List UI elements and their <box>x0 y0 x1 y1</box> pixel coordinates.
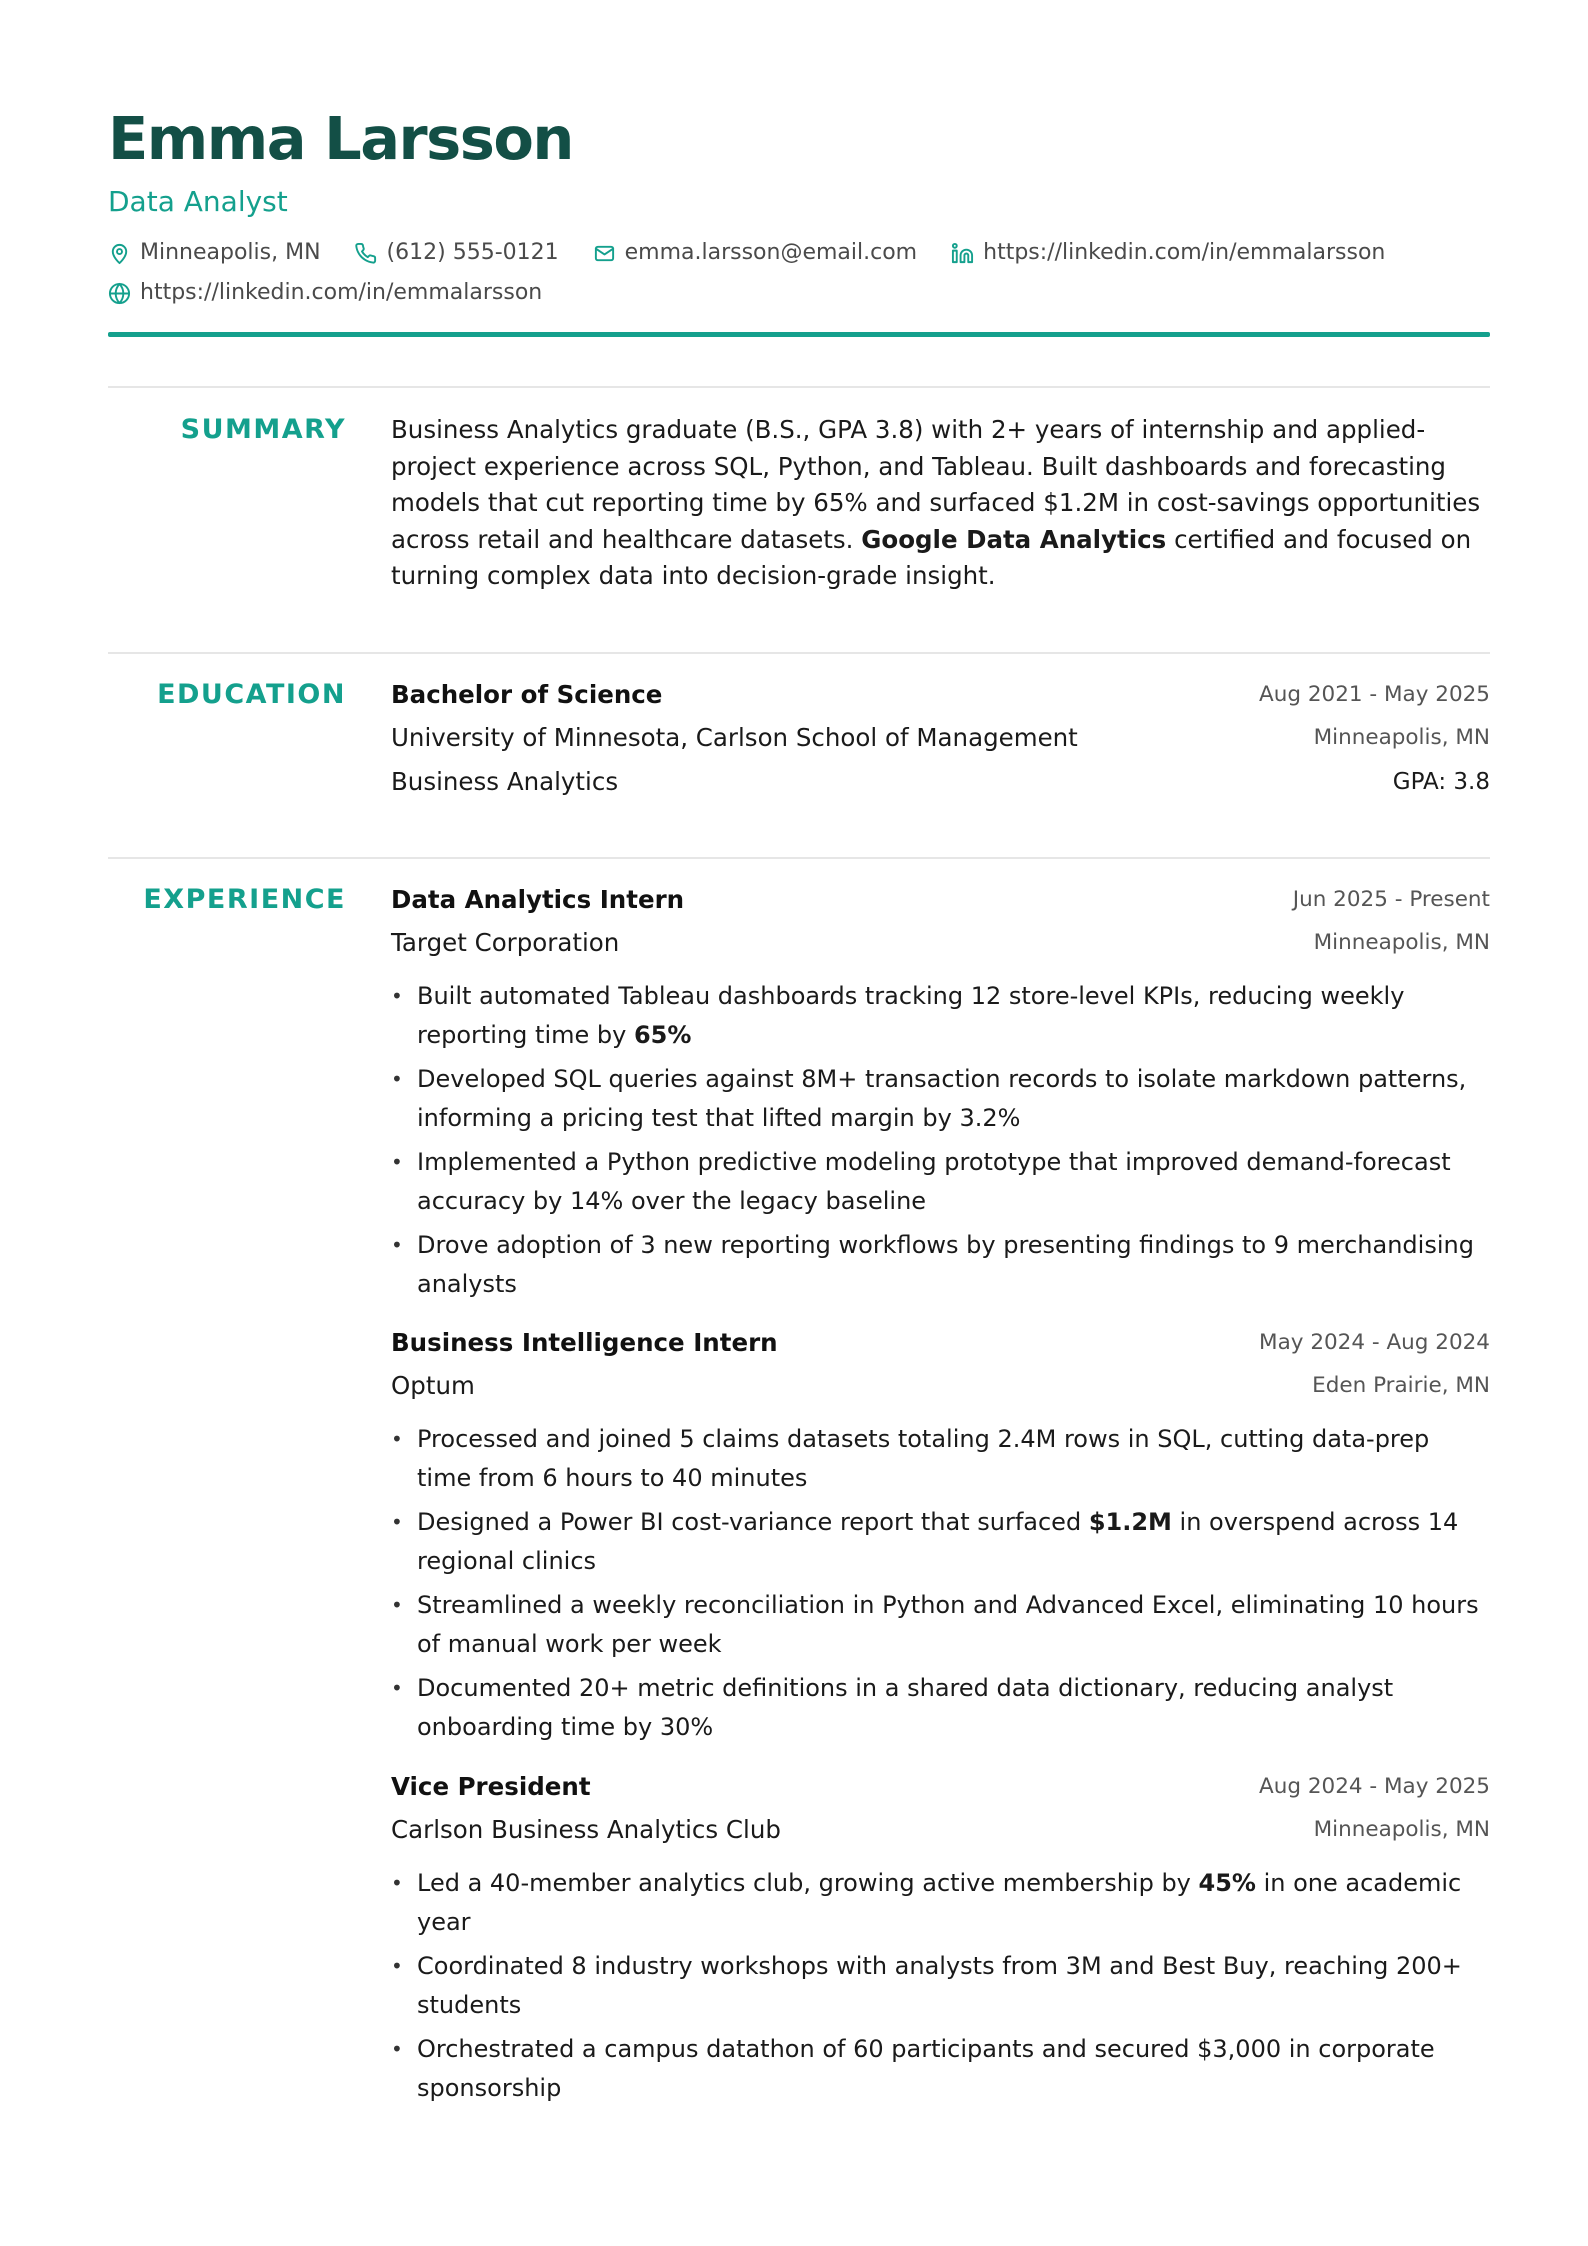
education-major-row <box>391 764 1490 802</box>
job-title: Business Intelligence Intern <box>391 1328 778 1357</box>
job-title-row <box>391 1769 1490 1812</box>
email-text: emma.larsson@email.com <box>624 240 918 265</box>
education-school-row <box>391 720 1490 764</box>
bullet-item <box>391 1669 1490 1746</box>
job-title: Data Analytics Intern <box>391 885 685 914</box>
job-title-row <box>391 1325 1490 1368</box>
job-dates: Jun 2025 - Present <box>1292 887 1490 912</box>
bullet-text: Drove adoption of 3 new reporting workflows by presenting findings to 9 merchandising analysts <box>417 1231 1474 1298</box>
job-location: Eden Prairie, MN <box>1312 1373 1490 1398</box>
bullet-item <box>391 1420 1490 1497</box>
education-degree-row <box>391 677 1490 720</box>
bullet-text: Documented 20+ metric definitions in a shared data dictionary, reducing analyst onboarding time by 30% <box>417 1674 1394 1741</box>
contact-phone[interactable] <box>355 238 559 268</box>
summary-bold-text: Google Data Analytics <box>861 524 1167 554</box>
phone-icon <box>355 242 378 265</box>
education-location: Minneapolis, MN <box>1313 725 1490 750</box>
job-bullets <box>391 1420 1490 1746</box>
section-divider <box>108 857 1490 859</box>
contact-linkedin[interactable] <box>951 238 1385 268</box>
bullet-text: Implemented a Python predictive modeling prototype that improved demand-forecast accuracy by 14% over the legacy baseline <box>417 1148 1451 1215</box>
education-content <box>391 677 1490 802</box>
contact-website[interactable] <box>108 278 542 308</box>
job-company: Optum <box>391 1371 475 1400</box>
contact-row <box>108 238 1419 268</box>
job-company: Carlson Business Analytics Club <box>391 1815 781 1844</box>
section-title-experience: EXPERIENCE <box>143 884 346 915</box>
mail-icon <box>593 242 616 265</box>
summary-text-2: certified and focused on turning complex data into decision-grade insight. <box>391 524 1472 590</box>
bullet-text: Orchestrated a campus datathon of 60 participants and secured $3,000 in corporate sponsorship <box>417 2035 1435 2102</box>
bullet-text: in overspend across 14 regional clinics <box>417 1508 1459 1575</box>
bullet-text: Coordinated 8 industry workshops with analysts from 3M and Best Buy, reaching 200+ students <box>417 1952 1462 2019</box>
linkedin-text: https://linkedin.com/in/emmalarsson <box>983 240 1386 265</box>
bullet-bold: $1.2M <box>1088 1508 1172 1536</box>
bullet-text: Built automated Tableau dashboards tracking 12 store-level KPIs, reducing weekly reporting time by <box>417 982 1405 1049</box>
job-entry <box>391 1325 1490 1746</box>
bullet-text: Designed a Power BI cost-variance report that surfaced <box>417 1508 1089 1536</box>
education-degree: Bachelor of Science <box>391 680 663 709</box>
location-text: Minneapolis, MN <box>140 240 321 265</box>
job-company-row <box>391 1812 1490 1864</box>
bullet-item <box>391 977 1490 1054</box>
bullet-item <box>391 1143 1490 1220</box>
bullet-item <box>391 1060 1490 1137</box>
candidate-name: Emma Larsson <box>108 104 573 173</box>
section-title-summary: SUMMARY <box>180 414 346 445</box>
job-title-row <box>391 882 1490 925</box>
bullet-text: Streamlined a weekly reconciliation in Python and Advanced Excel, eliminating 10 hours of manual work per week <box>417 1591 1479 1658</box>
bullet-item <box>391 2030 1490 2107</box>
job-company-row <box>391 1368 1490 1420</box>
bullet-bold: 45% <box>1198 1869 1256 1897</box>
contact-location <box>108 238 321 268</box>
globe-icon <box>108 282 131 305</box>
candidate-role: Data Analyst <box>108 185 288 218</box>
bullet-bold: 65% <box>633 1020 692 1049</box>
section-divider <box>108 652 1490 654</box>
job-location: Minneapolis, MN <box>1313 930 1490 955</box>
job-bullets <box>391 1864 1490 2107</box>
bullet-text: in one academic year <box>417 1869 1462 1936</box>
section-title-education: EDUCATION <box>157 679 346 710</box>
education-gpa: GPA: 3.8 <box>1392 769 1490 795</box>
linkedin-icon <box>951 242 974 265</box>
bullet-item <box>391 1864 1490 1941</box>
bullet-text: Developed SQL queries against 8M+ transaction records to isolate markdown patterns, informing a pricing test that lifted margin by 3.2% <box>417 1065 1467 1132</box>
job-location: Minneapolis, MN <box>1313 1817 1490 1842</box>
job-bullets <box>391 977 1490 1303</box>
phone-text: (612) 555-0121 <box>386 240 559 265</box>
job-entry <box>391 882 1490 1303</box>
location-pin-icon <box>108 242 131 265</box>
job-title: Vice President <box>391 1772 591 1801</box>
education-dates: Aug 2021 - May 2025 <box>1259 682 1490 707</box>
bullet-text: Processed and joined 5 claims datasets totaling 2.4M rows in SQL, cutting data-prep time from 6 hours to 40 minutes <box>417 1425 1430 1492</box>
education-school: University of Minnesota, Carlson School of Management <box>391 723 1078 752</box>
job-company: Target Corporation <box>391 928 620 957</box>
bullet-item <box>391 1586 1490 1663</box>
contact-row-2 <box>108 278 576 308</box>
header-accent-rule <box>108 332 1490 337</box>
bullet-text: Led a 40-member analytics club, growing active membership by <box>417 1869 1199 1897</box>
website-text: https://linkedin.com/in/emmalarsson <box>140 280 543 305</box>
summary-content <box>391 412 1490 595</box>
contact-email[interactable] <box>593 238 918 268</box>
job-entry <box>391 1769 1490 2107</box>
job-dates: Aug 2024 - May 2025 <box>1259 1774 1490 1799</box>
education-major: Business Analytics <box>391 767 619 796</box>
job-company-row <box>391 925 1490 977</box>
section-divider <box>108 386 1490 388</box>
bullet-item <box>391 1947 1490 2024</box>
job-dates: May 2024 - Aug 2024 <box>1259 1330 1490 1355</box>
summary-text-1: Business Analytics graduate (B.S., GPA 3.8) with 2+ years of internship and applied-project experience across SQL, Python, and Tableau. Built dashboards and forecasting models that cut reporting time by 65% and surfaced $1.2M in cost-savings opportunities across retail and healthcare datasets. <box>391 415 1481 554</box>
bullet-item <box>391 1503 1490 1580</box>
summary-paragraph <box>391 412 1490 595</box>
bullet-item <box>391 1226 1490 1303</box>
